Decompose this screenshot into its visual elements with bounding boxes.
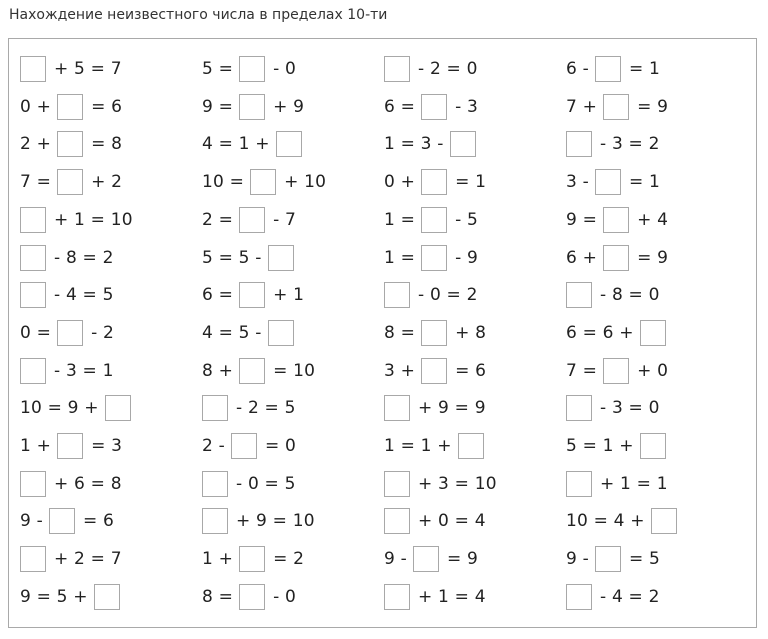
equation-text: 1 = (384, 209, 416, 230)
equation (566, 280, 666, 310)
answer-box[interactable] (268, 320, 294, 346)
equation (20, 582, 128, 612)
equation-text: - 0 = 5 (236, 473, 296, 494)
equation (566, 205, 674, 235)
equation-text: - 2 (91, 322, 115, 343)
answer-box[interactable] (276, 131, 302, 157)
equation (384, 469, 503, 499)
equation-text: 1 = 3 - (384, 134, 444, 155)
answer-box[interactable] (450, 131, 476, 157)
equation-text: + 1 = 10 (54, 209, 133, 230)
answer-box[interactable] (57, 94, 83, 120)
equation-text: = 1 (628, 59, 661, 79)
equation-text: + 4 (637, 209, 669, 230)
equation-text: = 8 (91, 134, 123, 155)
answer-box[interactable] (20, 282, 46, 308)
equation (20, 544, 128, 574)
equation-text: 8 = (202, 586, 234, 607)
answer-box[interactable] (202, 508, 228, 534)
equation-text: 7 = (566, 360, 598, 381)
equation-text: 6 = (202, 285, 234, 306)
equation-text: 6 + (566, 247, 598, 268)
equation (566, 243, 674, 273)
equation-text: 4 = 1 + (202, 134, 270, 155)
answer-box[interactable] (566, 395, 592, 421)
equation-row (9, 318, 756, 348)
equation-text: - 3 = 2 (600, 134, 660, 155)
equation (20, 243, 120, 273)
equation-text: = 1 (628, 172, 661, 193)
equation (202, 54, 302, 84)
equation (20, 280, 120, 310)
equation (202, 544, 310, 574)
equation-text: = 9 (446, 549, 479, 570)
answer-box[interactable] (57, 131, 83, 157)
equation (20, 205, 139, 235)
answer-box[interactable] (421, 358, 447, 384)
answer-box[interactable] (239, 94, 265, 120)
equation-text: - 4 = 2 (600, 586, 660, 607)
equation (202, 431, 302, 461)
equation-text: 2 - (202, 436, 225, 456)
equation-text: 6 = (384, 96, 416, 117)
answer-box[interactable] (57, 433, 83, 459)
equation (202, 129, 310, 159)
answer-box[interactable] (384, 584, 410, 610)
answer-box[interactable] (239, 584, 265, 610)
equation (202, 469, 302, 499)
equation-text: + 9 = 10 (236, 511, 315, 532)
equation (384, 318, 492, 348)
equation-text: - 2 = 5 (236, 398, 296, 419)
equation (566, 506, 685, 536)
equation (566, 393, 666, 423)
equation-text: = 9 (637, 96, 669, 117)
equation-text: - 0 (273, 586, 297, 607)
equation-text: 10 = (202, 172, 245, 193)
answer-box[interactable] (268, 245, 294, 271)
equation (20, 92, 128, 122)
equation-text: 9 - (566, 549, 589, 570)
equation-text: = 9 (637, 247, 669, 268)
equation-row (9, 356, 756, 386)
equation-row (9, 431, 756, 461)
equation (20, 506, 120, 536)
equation-text: + 2 (91, 172, 123, 193)
equation-text: 3 + (384, 360, 416, 381)
answer-box[interactable] (421, 207, 447, 233)
equation-text: + 1 = 4 (418, 586, 486, 607)
equation-text: - 3 = 1 (54, 360, 114, 381)
answer-box[interactable] (603, 94, 629, 120)
equation-text: 9 = 5 + (20, 586, 88, 607)
equation-text: - 2 = 0 (418, 59, 478, 79)
equation-row (9, 469, 756, 499)
equation (202, 280, 310, 310)
equation-text: 8 = (384, 322, 416, 343)
answer-box[interactable] (384, 508, 410, 534)
equation (566, 54, 666, 84)
equation (384, 205, 484, 235)
answer-box[interactable] (413, 546, 439, 572)
answer-box[interactable] (595, 169, 621, 195)
equation-text: = 2 (273, 549, 305, 570)
equation (566, 92, 674, 122)
equation (202, 318, 302, 348)
equation (202, 167, 332, 197)
equation-text: + 0 (637, 360, 669, 381)
answer-box[interactable] (384, 395, 410, 421)
answer-box[interactable] (105, 395, 131, 421)
equation-text: = 5 (628, 549, 661, 570)
equation (384, 54, 484, 84)
answer-box[interactable] (566, 584, 592, 610)
equation-text: 1 = (384, 247, 416, 268)
equation-text: - 7 (273, 209, 297, 230)
equation-text: 9 = (202, 96, 234, 117)
answer-box[interactable] (57, 320, 83, 346)
equation-text: 5 = (202, 59, 234, 79)
answer-box[interactable] (651, 508, 677, 534)
equation-text: 1 = 1 + (384, 436, 452, 456)
answer-box[interactable] (57, 169, 83, 195)
equation-text: 9 - (384, 549, 407, 570)
answer-box[interactable] (421, 245, 447, 271)
equation (202, 506, 321, 536)
answer-box[interactable] (421, 169, 447, 195)
equation-text: 7 + (566, 96, 598, 117)
answer-box[interactable] (566, 282, 592, 308)
answer-box[interactable] (239, 282, 265, 308)
equation-text: + 5 = 7 (54, 59, 122, 79)
equation (202, 356, 321, 386)
equation (202, 92, 310, 122)
equation-text: - 8 = 2 (54, 247, 114, 268)
answer-box[interactable] (49, 508, 75, 534)
equation (20, 167, 128, 197)
equation-text: + 2 = 7 (54, 549, 122, 570)
answer-box[interactable] (20, 546, 46, 572)
answer-box[interactable] (595, 546, 621, 572)
equation (566, 356, 674, 386)
answer-box[interactable] (20, 245, 46, 271)
equation-text: 5 = 5 - (202, 247, 262, 268)
equation-text: 5 = 1 + (566, 436, 634, 456)
answer-box[interactable] (202, 471, 228, 497)
equation-text: = 6 (455, 360, 487, 381)
equation-text: + 1 (273, 285, 305, 306)
equation-text: 9 = (566, 209, 598, 230)
answer-box[interactable] (603, 207, 629, 233)
equation-row (9, 506, 756, 536)
answer-box[interactable] (94, 584, 120, 610)
equation (202, 393, 302, 423)
equation-row (9, 243, 756, 273)
equation (384, 243, 484, 273)
answer-box[interactable] (421, 94, 447, 120)
equation-row (9, 280, 756, 310)
equation-row (9, 167, 756, 197)
equation-text: 2 = (202, 209, 234, 230)
answer-box[interactable] (384, 471, 410, 497)
equation-text: - 9 (455, 247, 479, 268)
equation-text: = 1 (455, 172, 487, 193)
equation-text: 1 + (20, 436, 52, 456)
equation-text: - 3 = 0 (600, 398, 660, 419)
equation-row (9, 582, 756, 612)
answer-box[interactable] (250, 169, 276, 195)
equation-text: 9 - (20, 511, 43, 532)
answer-box[interactable] (384, 282, 410, 308)
answer-box[interactable] (202, 395, 228, 421)
answer-box[interactable] (239, 56, 265, 82)
page-title: Нахождение неизвестного числа в пределах 10-ти (9, 7, 388, 23)
equation-text: = 10 (273, 360, 316, 381)
worksheet (8, 38, 757, 628)
equation-row (9, 393, 756, 423)
answer-box[interactable] (239, 207, 265, 233)
answer-box[interactable] (603, 245, 629, 271)
answer-box[interactable] (421, 320, 447, 346)
equation-text: + 1 = 1 (600, 473, 668, 494)
equation-text: = 6 (82, 511, 115, 532)
equation-row (9, 205, 756, 235)
equation (566, 129, 666, 159)
equation-text: = 0 (264, 436, 297, 456)
answer-box[interactable] (239, 358, 265, 384)
equation-text: - 0 = 2 (418, 285, 478, 306)
answer-box[interactable] (458, 433, 484, 459)
equation-text: 10 = 9 + (20, 398, 99, 419)
equation-text: - 3 (455, 96, 479, 117)
equation (20, 356, 120, 386)
equation (384, 280, 484, 310)
equation (20, 393, 139, 423)
equation-row (9, 544, 756, 574)
equation (384, 544, 484, 574)
equation (20, 431, 128, 461)
equation-text: + 10 (284, 172, 327, 193)
equation-text: + 3 = 10 (418, 473, 497, 494)
equation (384, 356, 492, 386)
equation (20, 54, 128, 84)
equation-text: 2 + (20, 134, 52, 155)
equation-text: 6 = 6 + (566, 322, 634, 343)
equation (384, 167, 492, 197)
answer-box[interactable] (566, 131, 592, 157)
equation-text: 7 = (20, 172, 52, 193)
equation-text: 0 + (20, 96, 52, 117)
equation-text: 0 = (20, 322, 52, 343)
equation (20, 469, 128, 499)
equation-text: 3 - (566, 172, 589, 193)
answer-box[interactable] (20, 358, 46, 384)
equation-text: 0 + (384, 172, 416, 193)
answer-box[interactable] (595, 56, 621, 82)
equation (20, 129, 128, 159)
equation-text: + 0 = 4 (418, 511, 486, 532)
answer-box[interactable] (384, 56, 410, 82)
equation-row (9, 129, 756, 159)
answer-box[interactable] (231, 433, 257, 459)
equation (384, 393, 492, 423)
equation-row (9, 92, 756, 122)
equation (566, 582, 666, 612)
equation-text: 10 = 4 + (566, 511, 645, 532)
answer-box[interactable] (566, 471, 592, 497)
answer-box[interactable] (20, 56, 46, 82)
equation-text: = 3 (91, 436, 123, 456)
equation-text: + 9 (273, 96, 305, 117)
equation-text: - 0 (273, 59, 297, 79)
equation-text: - 5 (455, 209, 479, 230)
equation-text: + 6 = 8 (54, 473, 122, 494)
equation-text: 6 - (566, 59, 589, 79)
equation (202, 243, 302, 273)
equation-text: = 6 (91, 96, 123, 117)
equation-text: + 9 = 9 (418, 398, 486, 419)
equation (566, 431, 674, 461)
answer-box[interactable] (640, 320, 666, 346)
answer-box[interactable] (20, 207, 46, 233)
equation-text: 4 = 5 - (202, 322, 262, 343)
equation (384, 582, 492, 612)
equation-text: - 4 = 5 (54, 285, 114, 306)
equation (566, 167, 666, 197)
equation (202, 205, 302, 235)
equation (566, 318, 674, 348)
answer-box[interactable] (20, 471, 46, 497)
answer-box[interactable] (640, 433, 666, 459)
equation (566, 544, 666, 574)
equation (384, 431, 492, 461)
equation (384, 506, 492, 536)
equation (20, 318, 120, 348)
answer-box[interactable] (239, 546, 265, 572)
equation-text: + 8 (455, 322, 487, 343)
equation (384, 129, 484, 159)
equation (384, 92, 484, 122)
equation (566, 469, 674, 499)
equation (202, 582, 302, 612)
equation-row (9, 54, 756, 84)
equation-text: - 8 = 0 (600, 285, 660, 306)
answer-box[interactable] (603, 358, 629, 384)
equation-text: 8 + (202, 360, 234, 381)
equation-text: 1 + (202, 549, 234, 570)
